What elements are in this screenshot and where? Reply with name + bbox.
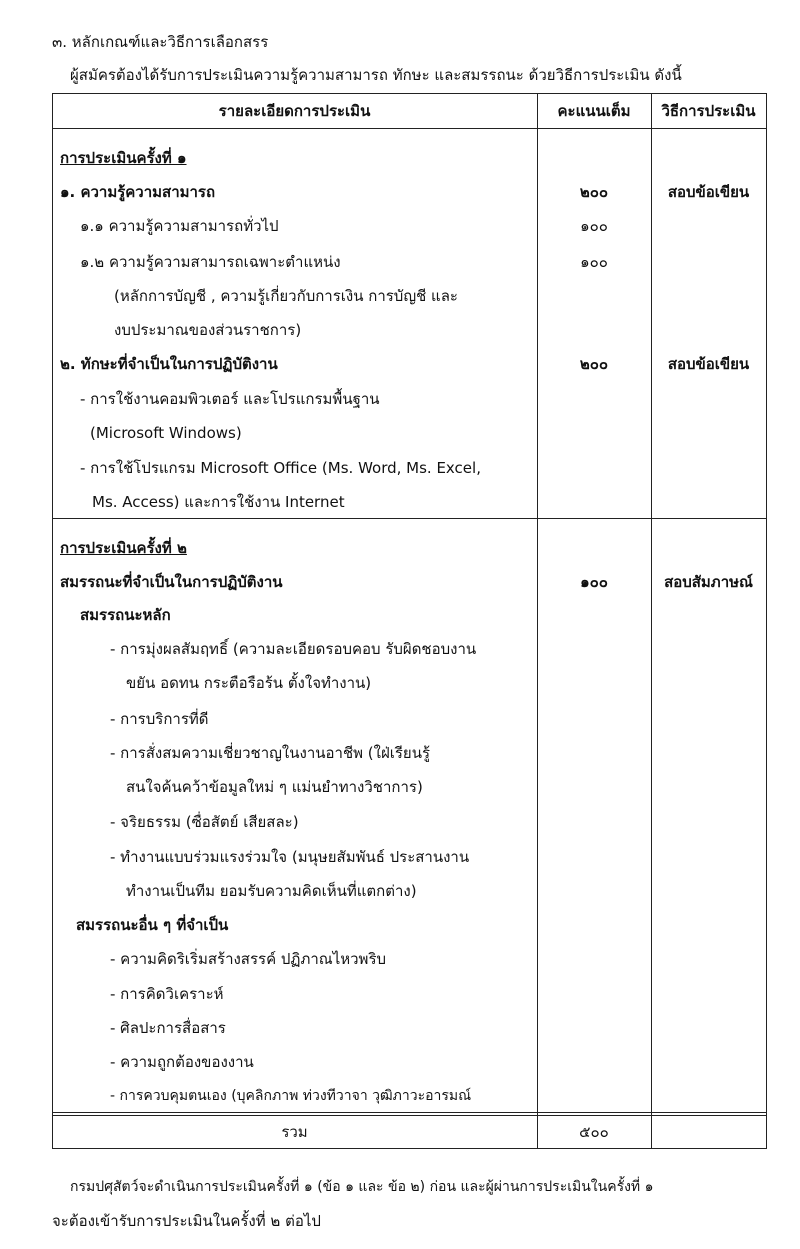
item1-2-score: ๑๐๐ (580, 253, 608, 271)
table-header-border (52, 128, 766, 129)
core-line: - ทำงานแบบร่วมแรงร่วมใจ (มนุษยสัมพันธ์ ประสานงาน (110, 848, 470, 866)
core-line: สนใจค้นคว้าข้อมูลใหม่ ๆ แม่นยำทางวิชาการ) (126, 778, 423, 796)
total-top-border-2 (52, 1115, 766, 1116)
core-line: ทำงานเป็นทีม ยอมรับความคิดเห็นที่แตกต่าง) (126, 882, 417, 900)
header-method: วิธีการประเมิน (661, 102, 756, 120)
total-label: รวม (281, 1123, 308, 1141)
other-line: - การคิดวิเคราะห์ (110, 985, 224, 1003)
header-details: รายละเอียดการประเมิน (218, 102, 371, 120)
round-divider (52, 518, 766, 519)
total-top-border (52, 1112, 766, 1113)
item2-line: (Microsoft Windows) (90, 424, 242, 442)
item2-line: - การใช้โปรแกรม Microsoft Office (Ms. Word, Ms. Excel, (80, 459, 481, 477)
round2-heading: การประเมินครั้งที่ ๒ (60, 539, 187, 557)
item2-line: - การใช้งานคอมพิวเตอร์ และโปรแกรมพื้นฐาน (80, 390, 380, 408)
item2-line: Ms. Access) และการใช้งาน Internet (92, 493, 345, 511)
item2-score: ๒๐๐ (579, 355, 609, 373)
item1-1-score: ๑๐๐ (580, 217, 608, 235)
item1-score: ๒๐๐ (579, 183, 609, 201)
table-top-border (52, 93, 766, 94)
other-competency-heading: สมรรถนะอื่น ๆ ที่จำเป็น (76, 916, 229, 934)
item1-1-label: ๑.๑ ความรู้ความสามารถทั่วไป (80, 217, 279, 235)
header-score: คะแนนเต็ม (557, 102, 631, 120)
col-border-2 (651, 93, 652, 1149)
core-line: - การมุ่งผลสัมฤทธิ์ (ความละเอียดรอบคอบ รับผิดชอบงาน (110, 640, 477, 658)
item2-method: สอบข้อเขียน (667, 355, 750, 373)
round2-item-method: สอบสัมภาษณ์ (664, 573, 753, 591)
core-competency-heading: สมรรถนะหลัก (80, 606, 171, 624)
core-line: - การสั่งสมความเชี่ยวชาญในงานอาชีพ (ใฝ่เรียนรู้ (110, 744, 431, 762)
table-bottom-border (52, 1148, 766, 1149)
section-title: ๓. หลักเกณฑ์และวิธีการเลือกสรร (52, 33, 269, 51)
col-border-left (52, 93, 53, 1149)
other-line: - ศิลปะการสื่อสาร (110, 1019, 226, 1037)
round2-item-score: ๑๐๐ (580, 573, 608, 591)
item1-2-label: ๑.๒ ความรู้ความสามารถเฉพาะตำแหน่ง (80, 253, 341, 271)
total-score: ๕๐๐ (579, 1123, 609, 1141)
other-line: - ความคิดริเริ่มสร้างสรรค์ ปฏิภาณไหวพริบ (110, 950, 387, 968)
item1-2-note-line: งบประมาณของส่วนราชการ) (114, 321, 302, 339)
core-line: - การบริการที่ดี (110, 710, 209, 728)
section-intro: ผู้สมัครต้องได้รับการประเมินความรู้ความสามารถ ทักษะ และสมรรถนะ ด้วยวิธีการประเมิน ดังนี้ (70, 66, 682, 84)
item1-method: สอบข้อเขียน (667, 183, 750, 201)
item1-2-note-line: (หลักการบัญชี , ความรู้เกี่ยวกับการเงิน การบัญชี และ (114, 287, 458, 305)
item1-label: ๑. ความรู้ความสามารถ (60, 183, 216, 201)
core-line: - จริยธรรม (ซื่อสัตย์ เสียสละ) (110, 813, 299, 831)
col-border-right (766, 93, 767, 1149)
core-line: ขยัน อดทน กระตือรือร้น ตั้งใจทำงาน) (126, 674, 372, 692)
other-line: - การควบคุมตนเอง (บุคลิกภาพ ท่วงทีวาจา วุฒิภาวะอารมณ์ (110, 1088, 472, 1104)
other-line: - ความถูกต้องของงาน (110, 1053, 254, 1071)
footer-line: กรมปศุสัตว์จะดำเนินการประเมินครั้งที่ ๑ (ข้อ ๑ และ ข้อ ๒) ก่อน และผู้ผ่านการประเมินในครั้งที่ ๑ (70, 1179, 654, 1195)
col-border-1 (537, 93, 538, 1149)
round1-heading: การประเมินครั้งที่ ๑ (60, 149, 187, 167)
round2-item-label: สมรรถนะที่จำเป็นในการปฏิบัติงาน (60, 573, 283, 591)
footer-line: จะต้องเข้ารับการประเมินในครั้งที่ ๒ ต่อไป (52, 1212, 321, 1230)
item2-label: ๒. ทักษะที่จำเป็นในการปฏิบัติงาน (60, 355, 278, 373)
